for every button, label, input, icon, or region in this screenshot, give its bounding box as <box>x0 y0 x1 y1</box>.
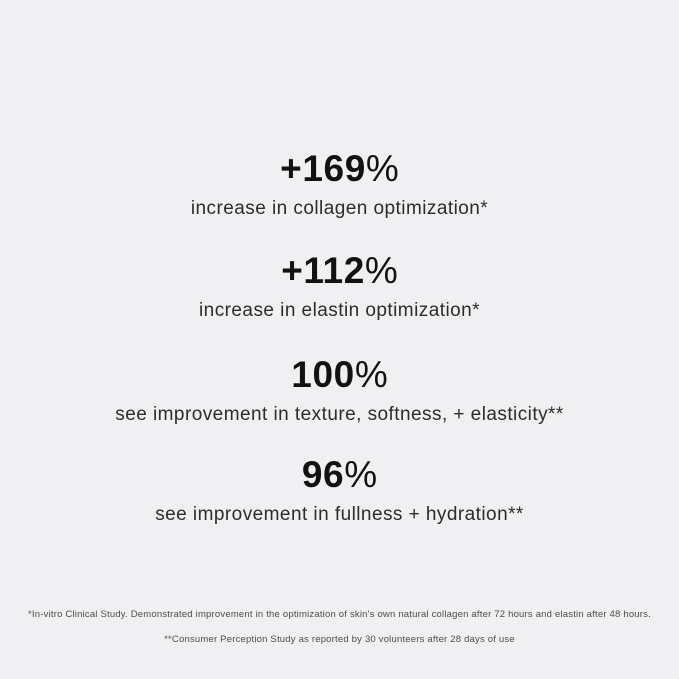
stat-elastin-label: increase in elastin optimization* <box>199 300 480 322</box>
stat-fullness-value <box>0 454 679 495</box>
stat-texture-value <box>0 354 679 395</box>
footnote-consumer-study: **Consumer Perception Study as reported by 30 volunteers after 28 days of use <box>164 634 515 646</box>
stat-collagen <box>0 148 679 221</box>
stat-texture <box>0 354 679 427</box>
footnotes <box>0 609 679 646</box>
footnote-clinical-study: *In-vitro Clinical Study. Demonstrated improvement in the optimization of skin's own natural collagen after 72 hours and elastin after 48 hours. <box>28 609 651 620</box>
stat-texture-label: see improvement in texture, softness, + elasticity** <box>115 404 564 426</box>
stat-collagen-percent-sign: % <box>365 148 399 189</box>
stat-collagen-number: +169 <box>280 148 366 189</box>
stat-texture-percent-sign: % <box>354 354 388 395</box>
stat-fullness <box>0 454 679 527</box>
stat-elastin-number: +112 <box>281 250 365 291</box>
stat-collagen-value <box>0 148 679 189</box>
stat-texture-number: 100 <box>291 354 355 395</box>
stat-elastin <box>0 250 679 323</box>
stat-fullness-label: see improvement in fullness + hydration** <box>155 504 524 526</box>
stat-elastin-value <box>0 250 679 291</box>
stat-collagen-label: increase in collagen optimization* <box>190 198 489 220</box>
stat-fullness-percent-sign: % <box>344 454 378 495</box>
stat-elastin-percent-sign: % <box>364 250 398 291</box>
stat-fullness-number: 96 <box>301 454 345 495</box>
